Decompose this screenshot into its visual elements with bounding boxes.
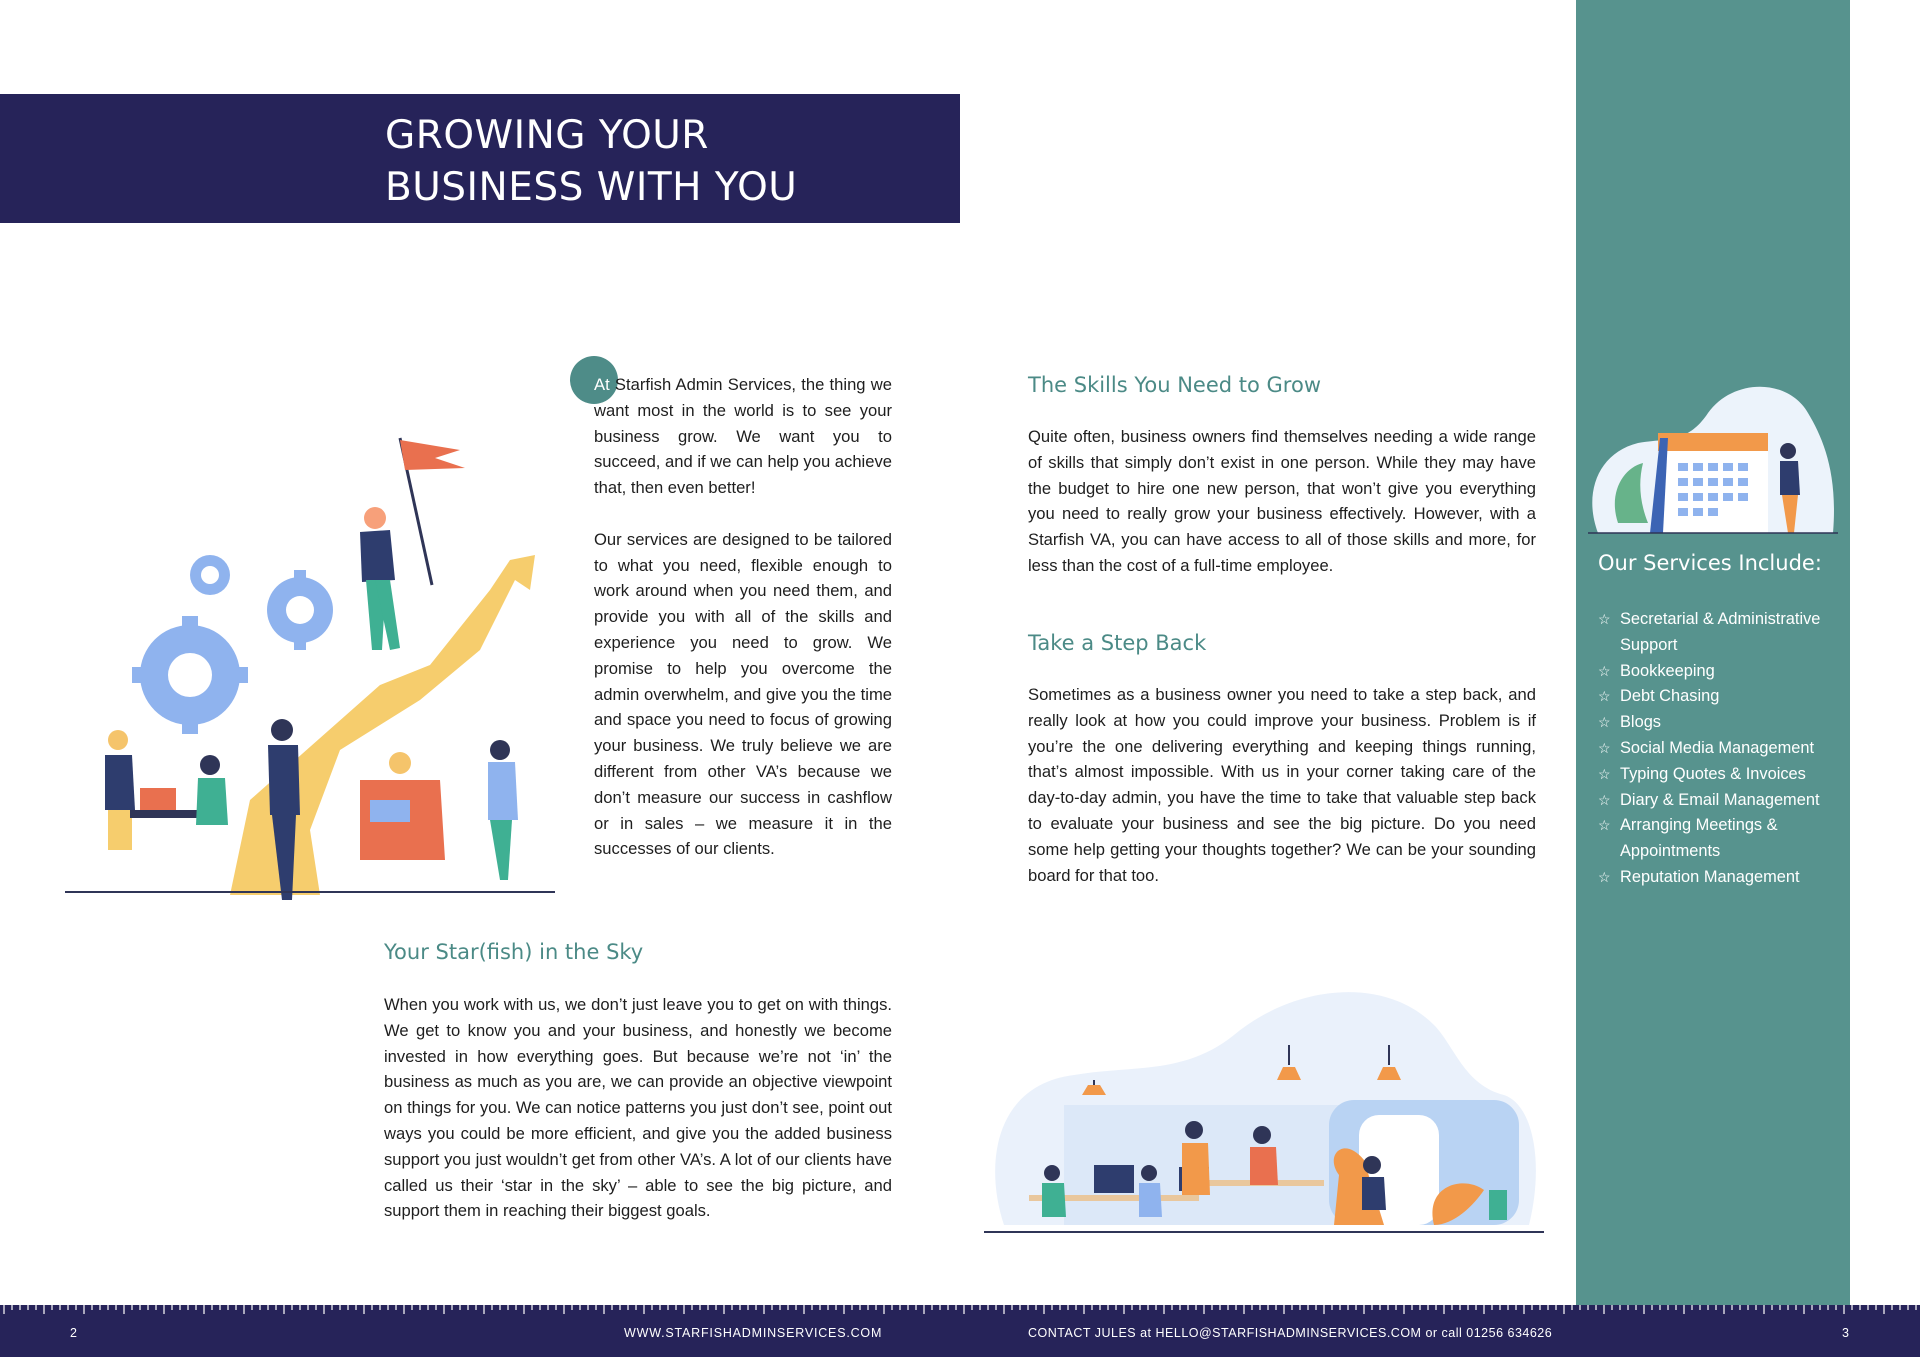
service-item bbox=[1598, 865, 1844, 891]
service-item bbox=[1598, 788, 1844, 814]
star-section-text bbox=[384, 992, 892, 1250]
star-bullet-icon: ☆ bbox=[1598, 662, 1611, 679]
service-item-label: Arranging Meetings & Appointments bbox=[1620, 816, 1778, 861]
services-title: Our Services Include: bbox=[1598, 551, 1822, 575]
service-item-label: Debt Chasing bbox=[1620, 687, 1720, 706]
office-illustration bbox=[984, 985, 1544, 1240]
step-section-text bbox=[1028, 682, 1536, 914]
star-bullet-icon: ☆ bbox=[1598, 791, 1611, 808]
star-section-body: When you work with us, we don’t just leave you to get on with things. We get to know you and your business, and honestly we become invested in how everything goes. But because we’re not ‘in’ the business as much as you are, we can provide an objective viewpoint on things for you. We can notice patterns you just don’t see, point out ways you could be more efficient, and give you the added business support you just wouldn’t get from other VA’s. A lot of our clients have called us their ‘star in the sky’ – able to see the big picture, and support them in reaching their biggest goals. bbox=[384, 995, 892, 1221]
service-item bbox=[1598, 736, 1844, 762]
step-section-heading: Take a Step Back bbox=[1028, 631, 1207, 655]
service-item-label: Bookkeeping bbox=[1620, 661, 1715, 680]
star-bullet-icon: ☆ bbox=[1598, 688, 1611, 705]
intro-paragraph-1-rest: Starfish Admin Services, the thing we want most in the world is to see your business grow. We want you to succeed, and if we can help you achieve that, then even better! bbox=[594, 375, 892, 498]
star-bullet-icon: ☆ bbox=[1598, 868, 1611, 885]
service-item-label: Diary & Email Management bbox=[1620, 790, 1820, 809]
star-bullet-icon: ☆ bbox=[1598, 765, 1611, 782]
growth-illustration bbox=[60, 430, 560, 900]
service-item bbox=[1598, 813, 1844, 865]
intro-first-word: At bbox=[594, 375, 610, 394]
footer-website-link[interactable]: WWW.STARFISHADMINSERVICES.COM bbox=[624, 1326, 883, 1340]
page-number-left: 2 bbox=[70, 1326, 78, 1340]
star-bullet-icon: ☆ bbox=[1598, 611, 1611, 627]
title-band bbox=[0, 94, 960, 223]
step-section-body: Sometimes as a business owner you need to take a step back, and really look at how you could improve your business. Problem is if you’re the one delivering everything and keeping things running, that’s almost impossible. With us in your corner taking care of the day-to-day admin, you have the time to take that valuable step back to evaluate your business and see the big picture. Do you need some help getting your thoughts together? We can be your sounding board for that too. bbox=[1028, 685, 1536, 885]
service-item-label: Social Media Management bbox=[1620, 738, 1815, 757]
skills-section-body: Quite often, business owners find themselves needing a wide range of skills that simply don’t exist in one person. While they may have the budget to hire one new person, that won’t give you everything you need to really grow your business effectively. However, with a Starfish VA, you can have access to all of those skills and more, for less than the cost of a full-time employee. bbox=[1028, 427, 1536, 575]
skills-section-text bbox=[1028, 424, 1536, 605]
intro-paragraph-1 bbox=[594, 372, 892, 501]
service-item-label: Reputation Management bbox=[1620, 867, 1800, 886]
star-bullet-icon: ☆ bbox=[1598, 714, 1611, 731]
footer-contact[interactable]: CONTACT JULES at HELLO@STARFISHADMINSERVICES.COM or call 01256 634626 bbox=[1028, 1326, 1553, 1340]
star-section-heading: Your Star(fish) in the Sky bbox=[384, 940, 644, 964]
skills-section-heading: The Skills You Need to Grow bbox=[1028, 373, 1321, 397]
page-title-line-1: GROWING YOUR bbox=[385, 113, 709, 158]
star-bullet-icon: ☆ bbox=[1598, 739, 1611, 756]
service-item bbox=[1598, 762, 1844, 788]
service-item bbox=[1598, 684, 1844, 710]
services-list bbox=[1598, 607, 1844, 891]
footer-bar bbox=[0, 1305, 1920, 1357]
service-item-label: Typing Quotes & Invoices bbox=[1620, 764, 1806, 783]
star-bullet-icon: ☆ bbox=[1598, 817, 1611, 834]
service-item-label: Secretarial & Administrative Support bbox=[1620, 610, 1821, 654]
page-title-line-2: BUSINESS WITH YOU bbox=[385, 165, 798, 210]
intro-paragraph-2: Our services are designed to be tailored to what you need, flexible enough to work around when you need them, and provide you with all of the skills and experience you need to grow. We promise to help you overcome the admin overwhelm, and give you the time and space you need to focus of growing your business. We truly believe we are different from other VA’s because we don’t measure our success in cashflow or in sales – we measure it in the successes of our clients. bbox=[594, 529, 892, 859]
calendar-illustration bbox=[1588, 383, 1838, 535]
page-title bbox=[385, 110, 797, 214]
page-number-right: 3 bbox=[1842, 1326, 1850, 1340]
intro-text bbox=[594, 372, 892, 888]
service-item bbox=[1598, 710, 1844, 736]
ruler-ticks bbox=[0, 1305, 1920, 1317]
service-item-label: Blogs bbox=[1620, 713, 1662, 732]
service-item bbox=[1598, 659, 1844, 685]
service-item bbox=[1598, 607, 1844, 659]
